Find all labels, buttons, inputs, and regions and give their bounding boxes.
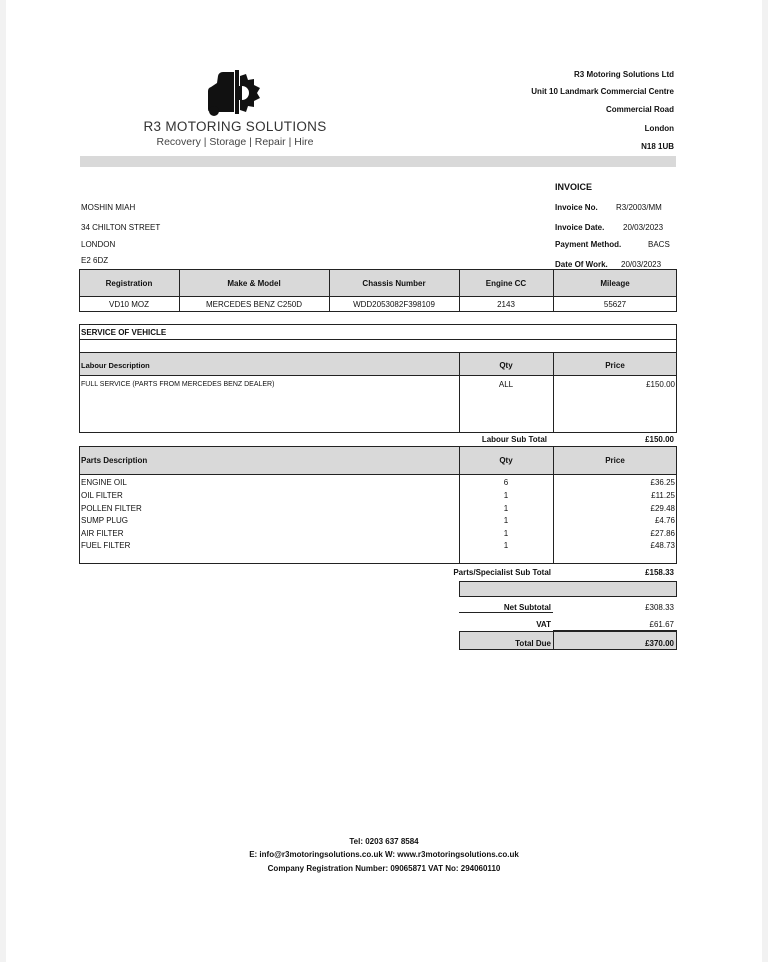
parts-row-desc: ENGINE OIL <box>81 478 127 487</box>
footer-registration: Company Registration Number: 09065871 VAT No: 294060110 <box>267 864 501 873</box>
customer-street: 34 CHILTON STREET <box>81 223 161 232</box>
vehicle-header-chassis: Chassis Number <box>362 279 426 288</box>
labour-row <box>79 381 677 391</box>
company-name: R3 MOTORING SOLUTIONS <box>143 119 327 134</box>
payment-method-label: Payment Method. <box>555 240 622 249</box>
footer-contact: E: info@r3motoringsolutions.co.uk W: www.r3motoringsolutions.co.uk <box>249 850 519 859</box>
address-line-1: R3 Motoring Solutions Ltd <box>574 70 674 79</box>
labour-subtotal: £150.00 <box>645 435 674 444</box>
service-title: SERVICE OF VEHICLE <box>81 328 167 337</box>
totals-grey-bar <box>459 581 677 597</box>
service-title-box <box>79 324 677 340</box>
parts-row-qty: 1 <box>503 516 509 525</box>
parts-row-desc: POLLEN FILTER <box>81 504 142 513</box>
labour-subtotal-label: Labour Sub Total <box>481 435 547 444</box>
parts-header-qty: Qty <box>499 456 513 465</box>
parts-row-price: £4.76 <box>654 516 675 525</box>
parts-row <box>79 529 677 541</box>
service-spacer-row <box>79 339 677 353</box>
labour-header-price: Price <box>605 361 625 370</box>
address-line-4: London <box>644 124 674 133</box>
labour-row-desc: FULL SERVICE (PARTS FROM MERCEDES BENZ DEALER) <box>81 381 275 388</box>
footer-tel: Tel: 0203 637 8584 <box>349 837 419 846</box>
vehicle-chassis: WDD2053082F398109 <box>353 300 435 309</box>
net-subtotal: £308.33 <box>645 603 674 612</box>
company-tagline: Recovery | Storage | Repair | Hire <box>156 136 314 148</box>
parts-header-price: Price <box>605 456 625 465</box>
parts-row-price: £29.48 <box>650 504 675 513</box>
total-due-label: Total Due <box>515 639 551 648</box>
address-line-3: Commercial Road <box>605 105 674 114</box>
customer-city: LONDON <box>81 240 116 249</box>
invoice-date: 20/03/2023 <box>623 223 664 232</box>
vehicle-header-make-model: Make & Model <box>227 279 281 288</box>
labour-row-price: £150.00 <box>646 380 675 389</box>
labour-header-desc: Labour Description <box>81 361 150 370</box>
customer-name: MOSHIN MIAH <box>81 203 136 212</box>
labour-header-qty: Qty <box>499 361 513 370</box>
parts-row <box>79 478 677 490</box>
parts-row <box>79 504 677 516</box>
vehicle-header-engine: Engine CC <box>485 279 527 288</box>
address-line-5: N18 1UB <box>641 142 674 151</box>
customer-postcode: E2 6DZ <box>81 256 109 265</box>
vat-amount: £61.67 <box>649 620 674 629</box>
vehicle-engine-cc: 2143 <box>497 300 515 309</box>
invoice-number: R3/2003/MM <box>616 203 662 212</box>
vehicle-header-registration: Registration <box>105 279 153 288</box>
total-due: £370.00 <box>645 639 674 648</box>
parts-row-price: £36.25 <box>650 478 675 487</box>
parts-row-qty: 1 <box>503 491 509 500</box>
vat-label: VAT <box>536 620 551 629</box>
payment-method: BACS <box>648 240 670 249</box>
address-line-2: Unit 10 Landmark Commercial Centre <box>531 87 674 96</box>
parts-row <box>79 516 677 528</box>
parts-row-price: £48.73 <box>650 541 675 550</box>
car-gear-logo-icon <box>202 66 264 118</box>
parts-row-desc: FUEL FILTER <box>81 541 131 550</box>
date-of-work: 20/03/2023 <box>621 260 662 269</box>
parts-row-qty: 1 <box>503 504 509 513</box>
parts-row-qty: 6 <box>503 478 509 487</box>
parts-subtotal: £158.33 <box>645 568 674 577</box>
parts-row <box>79 541 677 553</box>
invoice-heading: INVOICE <box>555 182 593 192</box>
labour-row-qty: ALL <box>498 380 514 389</box>
parts-row-qty: 1 <box>503 529 509 538</box>
parts-header-desc: Parts Description <box>81 456 148 465</box>
vehicle-header-mileage: Mileage <box>600 279 630 288</box>
invoice-number-label: Invoice No. <box>555 203 598 212</box>
parts-row-desc: AIR FILTER <box>81 529 124 538</box>
invoice-date-label: Invoice Date. <box>555 223 605 232</box>
parts-row <box>79 491 677 503</box>
parts-row-price: £11.25 <box>651 491 675 500</box>
header-banner <box>80 156 676 167</box>
vehicle-mileage: 55627 <box>603 300 627 309</box>
parts-row-price: £27.86 <box>650 529 675 538</box>
invoice-page <box>6 0 762 962</box>
net-subtotal-label: Net Subtotal <box>503 603 551 612</box>
vehicle-make-model: MERCEDES BENZ C250D <box>205 300 303 309</box>
vehicle-registration: VD10 MOZ <box>108 300 149 309</box>
parts-subtotal-label: Parts/Specialist Sub Total <box>453 568 551 577</box>
date-of-work-label: Date Of Work. <box>555 260 608 269</box>
parts-row-desc: SUMP PLUG <box>81 516 128 525</box>
parts-row-qty: 1 <box>503 541 509 550</box>
parts-row-desc: OIL FILTER <box>81 491 123 500</box>
company-logo <box>202 66 264 118</box>
